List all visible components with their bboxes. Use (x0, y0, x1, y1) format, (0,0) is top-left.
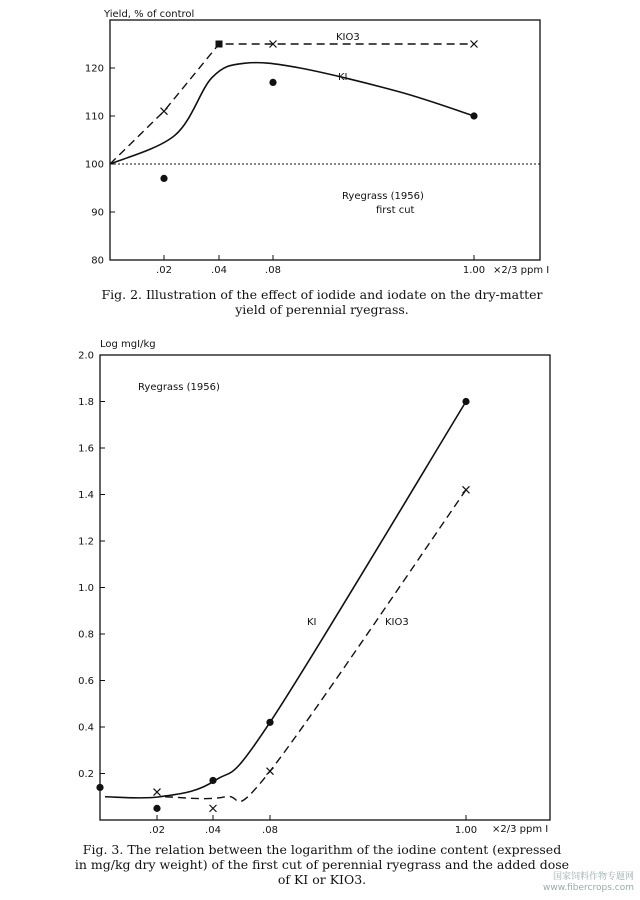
fig2-x-tick-label: .04 (211, 265, 227, 276)
fig3-plot-frame (100, 355, 550, 820)
fig2-kio3-marker (216, 41, 223, 48)
fig2-ki-marker (160, 175, 167, 182)
fig3-xlabel: ×2/3 ppm I (492, 824, 549, 835)
fig3-x-tick-label: 1.00 (454, 825, 478, 836)
fig3-ki-marker (209, 777, 216, 784)
fig3-ki-marker (462, 398, 469, 405)
fig3-ki-marker (153, 805, 160, 812)
fig3-kio3-marker (267, 768, 274, 775)
fig2-x-tick-label: .08 (265, 265, 281, 276)
fig3-y-ticks (78, 351, 105, 781)
fig3-caption-line2: in mg/kg dry weight) of the first cut of perennial ryegrass and the added dose (74, 857, 570, 872)
fig2-ylabel: Yield, % of control (104, 9, 195, 20)
fig2-x-tick-label: .02 (156, 265, 172, 276)
fig3-x-tick-label: .08 (262, 825, 278, 836)
fig2-caption (16, 287, 628, 317)
fig3-x-ticks (149, 815, 477, 836)
fig3-y-tick-label: 1.8 (78, 397, 94, 408)
fig3-caption-line3: of KI or KIO3. (277, 872, 367, 887)
fig3-kio3-marker (210, 805, 217, 812)
fig3-y-tick-label: 0.8 (78, 629, 94, 641)
fig3-y-tick-label: 1.6 (78, 443, 94, 455)
fig3-ki-marker (266, 719, 273, 726)
fig3-legend-ki: KI (307, 617, 317, 628)
fig2-kio3-series-line (110, 44, 474, 164)
fig3-y-tick-label: 1.4 (78, 490, 94, 501)
fig2-xlabel: ×2/3 ppm I (493, 265, 550, 276)
fig2-caption-line2: yield of perennial ryegrass. (235, 302, 409, 317)
fig2-legend-ki: KI (338, 72, 348, 83)
watermark-line2: www.fibercrops.com (543, 883, 634, 893)
fig2-caption-line1: Fig. 2. Illustration of the effect of iodide and iodate on the dry-matter (101, 287, 543, 302)
fig2-x-tick-label: 1.00 (462, 265, 486, 276)
fig2-annotation-1: Ryegrass (1956) (342, 191, 424, 202)
fig2-legend-kio3: KIO3 (336, 32, 360, 43)
fig2-y-tick-label: 100 (84, 159, 104, 171)
fig2-y-tick-label: 80 (91, 255, 104, 267)
fig2-ki-marker (269, 79, 276, 86)
fig2-plot-frame (110, 20, 540, 260)
fig2-markers (160, 41, 477, 182)
fig2-ki-series-line (110, 63, 474, 164)
fig3-y-tick-label: 0.6 (78, 676, 94, 687)
fig3-ki-marker (96, 784, 103, 791)
watermark (543, 872, 634, 894)
fig3-kio3-series-line (165, 490, 466, 802)
fig2-chart (85, 9, 549, 276)
fig3-x-tick-label: .02 (149, 825, 165, 836)
fig2-annotation-2: first cut (376, 205, 415, 216)
fig3-chart (78, 339, 550, 836)
fig2-ki-marker (470, 112, 477, 119)
fig2-y-tick-label: 90 (91, 207, 104, 219)
fig2-kio3-marker (471, 41, 478, 48)
fig3-ki-series-line (105, 402, 466, 798)
fig3-ylabel: Log mgI/kg (100, 339, 156, 350)
fig3-annotation: Ryegrass (1956) (138, 382, 220, 393)
fig3-markers (96, 398, 469, 812)
fig3-y-tick-label: 0.2 (78, 769, 94, 780)
fig3-y-tick-label: 1.0 (78, 583, 94, 594)
fig3-y-tick-label: 0.4 (78, 722, 94, 734)
fig3-kio3-marker (154, 789, 161, 796)
fig2-y-tick-label: 110 (84, 111, 104, 123)
fig3-x-tick-label: .04 (205, 825, 221, 836)
fig3-caption-line1: Fig. 3. The relation between the logarithm of the iodine content (expressed (82, 842, 562, 857)
fig2-x-ticks (156, 255, 485, 276)
fig3-kio3-marker (463, 486, 470, 493)
watermark-line1: 国家饲料作物专题网 (552, 872, 634, 882)
fig3-legend-kio3: KIO3 (385, 617, 409, 628)
fig3-caption (14, 842, 630, 887)
fig2-y-tick-label: 120 (84, 63, 104, 75)
fig3-y-tick-label: 1.2 (78, 536, 94, 548)
fig2-kio3-marker (161, 108, 168, 115)
fig3-y-tick-label: 2.0 (78, 350, 94, 362)
